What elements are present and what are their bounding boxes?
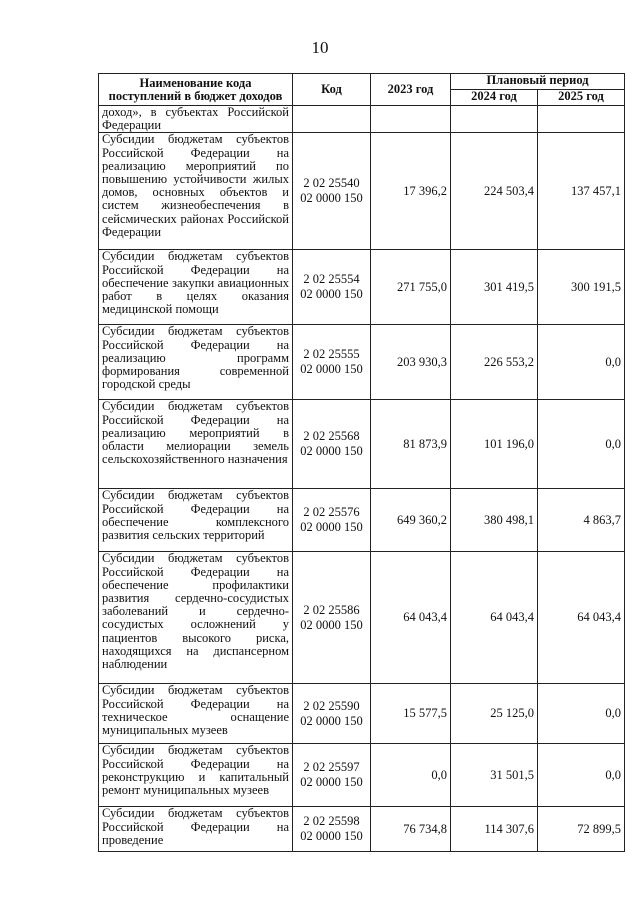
row-name	[99, 325, 293, 400]
row-code	[293, 400, 371, 489]
header-year-2025: 2025 год	[538, 90, 625, 106]
table-row	[99, 489, 625, 552]
row-name-text: Субсидии бюджетам субъектов Российской Федерации на реализацию мероприятий по повышению устойчивости жилых домов, основных объектов и систем жизнеобеспечения в сейсмических районах Российской Федерации	[102, 132, 289, 239]
row-name	[99, 250, 293, 325]
table-body	[99, 106, 625, 852]
row-name-text: Субсидии бюджетам субъектов Российской Федерации на проведение	[102, 806, 289, 847]
row-value-2023: 0,0	[371, 744, 451, 807]
row-value-2023: 203 930,3	[371, 325, 451, 400]
header-year-2023: 2023 год	[371, 74, 451, 106]
row-code-part1: 2 02 25590	[303, 698, 360, 713]
table-row	[99, 106, 625, 133]
row-code-part2: 02 0000 150	[300, 775, 363, 790]
row-code-part1: 2 02 25576	[303, 505, 360, 520]
row-name-text: доход», в субъектах Российской Федерации	[102, 105, 289, 133]
row-value-2023: 649 360,2	[371, 489, 451, 552]
row-code-part1: 2 02 25598	[303, 814, 360, 829]
table-row	[99, 250, 625, 325]
row-value-2024	[451, 106, 538, 133]
row-code	[293, 489, 371, 552]
row-code	[293, 106, 371, 133]
header-year-2024: 2024 год	[451, 90, 538, 106]
row-value-2023: 17 396,2	[371, 133, 451, 250]
row-code-part2: 02 0000 150	[300, 713, 363, 728]
row-code-part2: 02 0000 150	[300, 617, 363, 632]
row-name	[99, 684, 293, 744]
row-code	[293, 807, 371, 852]
row-name-text: Субсидии бюджетам субъектов Российской Федерации на техническое оснащение муниципальных музеев	[102, 683, 289, 738]
row-value-2025: 0,0	[538, 744, 625, 807]
row-value-2024: 380 498,1	[451, 489, 538, 552]
row-value-2023: 15 577,5	[371, 684, 451, 744]
row-code-part2: 02 0000 150	[300, 444, 363, 459]
row-name	[99, 552, 293, 684]
row-code-part1: 2 02 25554	[303, 272, 360, 287]
row-value-2023: 271 755,0	[371, 250, 451, 325]
row-code-part2: 02 0000 150	[300, 362, 363, 377]
row-code	[293, 250, 371, 325]
row-value-2024: 64 043,4	[451, 552, 538, 684]
table-row	[99, 684, 625, 744]
budget-revenue-table	[98, 73, 625, 852]
row-name-text: Субсидии бюджетам субъектов Российской Федерации на обеспечение профилактики развития сердечно-сосудистых заболеваний и сердечно-сосудистых осложнений у пациентов высокого риска, находящихся на диспансерном наблюдении	[102, 551, 289, 672]
table-row	[99, 133, 625, 250]
row-value-2023: 81 873,9	[371, 400, 451, 489]
row-value-2025: 137 457,1	[538, 133, 625, 250]
table-row	[99, 325, 625, 400]
row-name-text: Субсидии бюджетам субъектов Российской Федерации на реконструкцию и капитальный ремонт муниципальных музеев	[102, 743, 289, 798]
row-value-2025: 0,0	[538, 325, 625, 400]
table-row	[99, 807, 625, 852]
row-code-part1: 2 02 25586	[303, 602, 360, 617]
row-name	[99, 489, 293, 552]
row-value-2024: 226 553,2	[451, 325, 538, 400]
row-name	[99, 133, 293, 250]
row-value-2024: 114 307,6	[451, 807, 538, 852]
header-name: Наименование кода поступлений в бюджет доходов	[99, 74, 293, 106]
row-code-part2: 02 0000 150	[300, 829, 363, 844]
row-value-2025: 4 863,7	[538, 489, 625, 552]
row-code-part1: 2 02 25597	[303, 760, 360, 775]
row-value-2024: 31 501,5	[451, 744, 538, 807]
row-code	[293, 744, 371, 807]
row-code-part2: 02 0000 150	[300, 287, 363, 302]
table-row	[99, 744, 625, 807]
row-value-2023: 76 734,8	[371, 807, 451, 852]
row-value-2025	[538, 106, 625, 133]
row-code	[293, 684, 371, 744]
row-name	[99, 400, 293, 489]
row-name-text: Субсидии бюджетам субъектов Российской Федерации на обеспечение закупки авиационных работ в целях оказания медицинской помощи	[102, 249, 289, 317]
row-name	[99, 106, 293, 133]
row-value-2024: 25 125,0	[451, 684, 538, 744]
row-code-part1: 2 02 25568	[303, 429, 360, 444]
row-value-2025: 72 899,5	[538, 807, 625, 852]
row-value-2025: 0,0	[538, 684, 625, 744]
row-code-part2: 02 0000 150	[300, 520, 363, 535]
row-code-part1: 2 02 25540	[303, 176, 360, 191]
page-number: 10	[311, 38, 329, 57]
row-name	[99, 744, 293, 807]
row-value-2023: 64 043,4	[371, 552, 451, 684]
row-name-text: Субсидии бюджетам субъектов Российской Федерации на обеспечение комплексного развития сельских территорий	[102, 488, 289, 543]
row-code	[293, 552, 371, 684]
header-code: Код	[293, 74, 371, 106]
row-value-2024: 101 196,0	[451, 400, 538, 489]
row-value-2023	[371, 106, 451, 133]
row-code-part1: 2 02 25555	[303, 347, 360, 362]
row-code	[293, 325, 371, 400]
row-code	[293, 133, 371, 250]
row-name-text: Субсидии бюджетам субъектов Российской Федерации на реализацию программ формирования современной городской среды	[102, 324, 289, 392]
row-name-text: Субсидии бюджетам субъектов Российской Федерации на реализацию мероприятий в области мелиорации земель сельскохозяйственного назначения	[102, 399, 289, 467]
table-row	[99, 552, 625, 684]
row-value-2024: 224 503,4	[451, 133, 538, 250]
row-value-2025: 64 043,4	[538, 552, 625, 684]
row-value-2024: 301 419,5	[451, 250, 538, 325]
header-planned-period: Плановый период	[451, 74, 625, 90]
row-code-part2: 02 0000 150	[300, 191, 363, 206]
row-value-2025: 0,0	[538, 400, 625, 489]
row-value-2025: 300 191,5	[538, 250, 625, 325]
table-row	[99, 400, 625, 489]
row-name	[99, 807, 293, 852]
